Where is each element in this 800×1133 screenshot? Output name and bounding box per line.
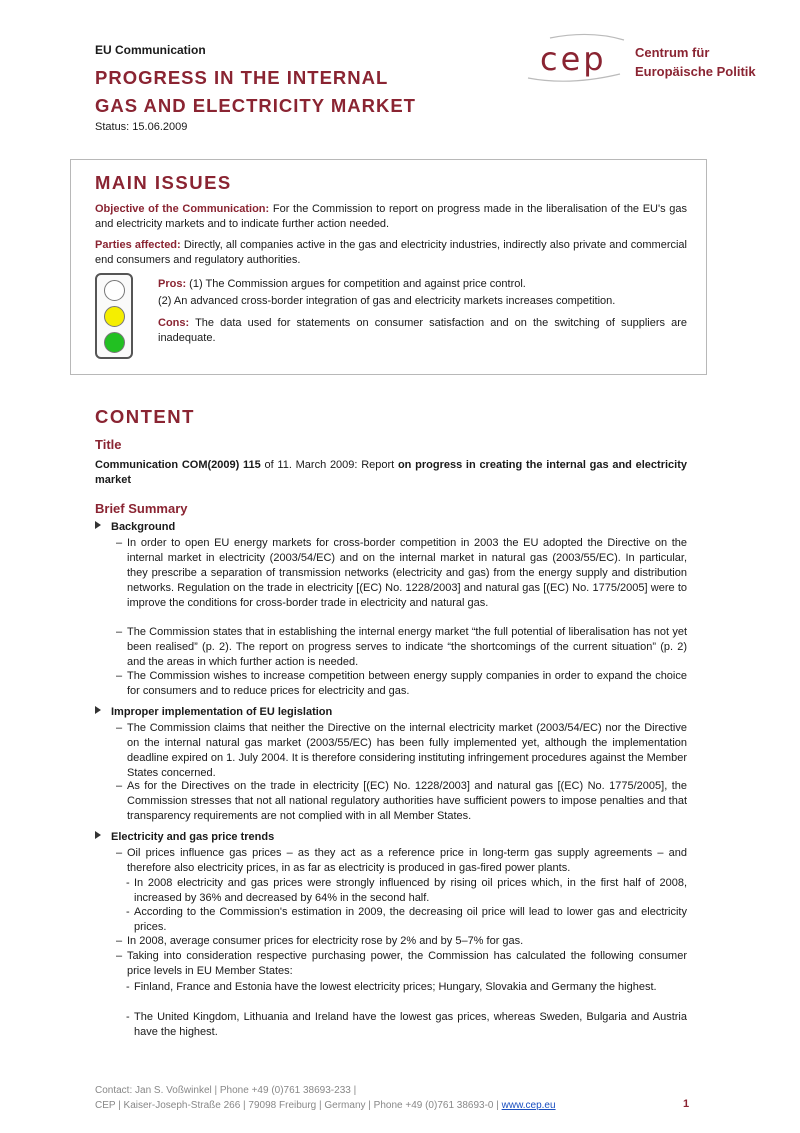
main-issues-heading: MAIN ISSUES <box>95 172 232 193</box>
website-link[interactable]: www.cep.eu <box>501 1100 556 1111</box>
list-item: – The Commission states that in establishing the internal energy market “the full potential of liberalisation has not yet been realised” (p. 2). The report on progress serves to indicate “the shortcomings of the current situation” (p. 2) and the areas in which further action is needed. <box>116 626 687 668</box>
title-line-2: GAS AND ELECTRICITY MARKET <box>95 95 416 116</box>
footer <box>95 1083 556 1113</box>
page-number: 1 <box>683 1098 690 1110</box>
document-type: EU Communication <box>95 43 206 57</box>
logo-name <box>635 43 756 81</box>
parties-paragraph <box>95 238 687 268</box>
list-item: – In 2008, average consumer prices for electricity rose by 2% and by 5–7% for gas. <box>116 935 524 947</box>
list-item: – The Commission wishes to increase competition between energy supply companies in order to expand the choice for consumers and to reduce prices for electricity and gas. <box>116 670 687 697</box>
cons-label: Cons: <box>158 317 190 329</box>
traffic-light-middle-lamp <box>104 306 125 327</box>
title-line-1: PROGRESS IN THE INTERNAL <box>95 67 389 88</box>
sub-list-item: - Finland, France and Estonia have the lowest electricity prices; Hungary, Slovakia and Germany the highest. <box>126 981 657 993</box>
status-date: Status: 15.06.2009 <box>95 121 188 133</box>
objective-text: For the Commission to report on progress made in the liberalisation of the EU's gas and electricity markets and to indicate further action needed. <box>95 203 687 230</box>
communication-subject: on progress in creating the internal gas and electricity market <box>95 459 687 486</box>
list-item: – In order to open EU energy markets for cross-border competition in 2003 the EU adopted the Directive on the internal market in electricity (2003/54/EC) and on the internal market in natural gas (2003/55/EC). In particular, they prescribe a separation of transmission networks (electricity and gas) from the energy supply and distribution networks. Regulation on the trade in electricity [(EC) No. 1228/2003] and natural gas [(EC) No. 1775/2005] were to improve the conditions for cross-border trade in electricity and natural gas. <box>116 537 687 609</box>
bullet-arrow-icon <box>95 831 101 839</box>
objective-label: Objective of the Communication: <box>95 203 270 215</box>
list-item: – As for the Directives on the trade in electricity [(EC) No. 1228/2003] and natural gas [(EC) No. 1775/2005], the Commission stresses that not all national regulatory authorities have sufficient powers to impose penalties and that transparency requirements are not complied with in all Member States. <box>116 780 687 822</box>
cons-paragraph <box>158 316 687 346</box>
cep-logo <box>520 30 760 90</box>
traffic-light-bottom-lamp <box>104 332 125 353</box>
parties-label: Parties affected: <box>95 239 181 251</box>
traffic-light-top-lamp <box>104 280 125 301</box>
title-subheading: Title <box>95 437 122 452</box>
bullet-arrow-icon <box>95 521 101 529</box>
pros-label: Pros: <box>158 278 187 290</box>
improper-heading <box>95 706 332 718</box>
parties-text: Directly, all companies active in the gas and electricity industries, indirectly also private and commercial end consumers and regulatory authorities. <box>95 239 687 266</box>
background-heading-text: Background <box>111 521 176 533</box>
footer-address: CEP | Kaiser-Joseph-Straße 266 | 79098 Freiburg | Germany | Phone +49 (0)761 38693-0 | www.cep.eu <box>95 1100 556 1111</box>
list-item: – The Commission claims that neither the Directive on the internal electricity market (2003/54/EC) nor the Directive on the internal natural gas market (2003/55/EC) has been fully implemented yet, although the implementation deadline expired on 1. July 2004. It is therefore considering instituting infringement procedures against the Member States concerned. <box>116 722 687 779</box>
sub-list-item: - In 2008 electricity and gas prices were strongly influenced by rising oil prices which, in the first half of 2008, increased by 36% and decreased by 64% in the second half. <box>126 877 687 904</box>
document-title <box>95 64 416 120</box>
list-item: – Taking into consideration respective purchasing power, the Commission has calculated the following consumer price levels in EU Member States: <box>116 950 687 977</box>
traffic-light-icon <box>95 273 133 359</box>
bullet-arrow-icon <box>95 706 101 714</box>
communication-date: of 11. March 2009: Report <box>260 459 398 471</box>
improper-heading-text: Improper implementation of EU legislation <box>111 706 333 718</box>
communication-ref: Communication COM(2009) 115 <box>95 459 261 471</box>
prices-heading <box>95 831 274 843</box>
background-heading <box>95 521 175 533</box>
footer-contact: Contact: Jan S. Voßwinkel | Phone +49 (0)761 38693-233 | <box>95 1085 357 1096</box>
pros-line-2: (2) An advanced cross-border integration of gas and electricity markets increases competition. <box>158 295 616 307</box>
prices-heading-text: Electricity and gas price trends <box>111 831 275 843</box>
objective-paragraph <box>95 202 687 232</box>
pros-text-1: (1) The Commission argues for competition and against price control. <box>186 278 526 290</box>
cons-text: The data used for statements on consumer satisfaction and on the switching of suppliers are inadequate. <box>158 317 687 344</box>
sub-list-item: - The United Kingdom, Lithuania and Ireland have the lowest gas prices, whereas Sweden, Bulgaria and Austria have the highest. <box>126 1011 687 1038</box>
logo-name-line-1: Centrum für <box>635 45 710 60</box>
list-item: – Oil prices influence gas prices – as they act as a reference price in long-term gas supply agreements – and therefore also electricity prices, in as far as electricity is produced in gas-fired power plants. <box>116 847 687 874</box>
logo-wordmark: cep <box>540 40 607 78</box>
brief-summary-heading: Brief Summary <box>95 501 188 516</box>
pros-line-1 <box>158 277 687 292</box>
logo-name-line-2: Europäische Politik <box>635 64 756 79</box>
communication-title <box>95 458 687 488</box>
content-heading: CONTENT <box>95 406 195 427</box>
sub-list-item: - According to the Commission's estimation in 2009, the decreasing oil price will lead to lower gas and electricity prices. <box>126 906 687 933</box>
